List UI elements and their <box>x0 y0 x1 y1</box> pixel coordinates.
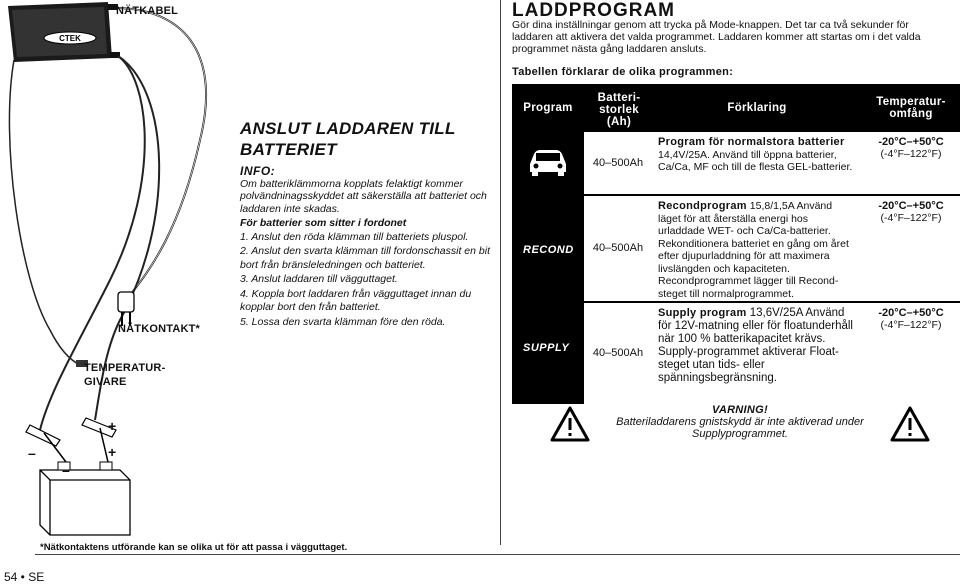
plus-sign: + <box>108 418 117 434</box>
step-5: 5. Lossa den svarta klämman före den röda. <box>240 316 446 329</box>
temp-row-3: -20°C–+50°C (-4°F–122°F) <box>862 303 960 404</box>
info-text: Om batteriklämmorna kopplats felaktigt kommer polvändninagsskyddet att säkerställa att batteriet och laddaren inte skadas. <box>240 177 487 215</box>
temp-row-1: -20°C–+50°C (-4°F–122°F) <box>862 132 960 194</box>
program-supply: SUPPLY <box>523 342 570 354</box>
charger-illustration <box>0 0 240 545</box>
program-table <box>512 84 960 404</box>
info-subtitle: För batterier som sitter i fordonet <box>240 217 407 229</box>
desc-row-1: Program för normalstora batterier 14,4V/25A. Använd till öppna batterier, Ca/Ca, MF och till de flesta GEL-batterier. <box>652 132 862 194</box>
label-natkabel: NÄTKABEL <box>116 5 179 17</box>
page-title: LADDPROGRAM <box>512 0 675 21</box>
header-explain: Förklaring <box>727 102 787 114</box>
warning-icon-right <box>890 406 930 442</box>
table-caption: Tabellen förklarar de olika programmen: <box>512 66 734 78</box>
program-recond: RECOND <box>523 244 574 256</box>
info-block <box>240 165 490 330</box>
minus-sign-2: – <box>62 462 70 478</box>
charger-unit <box>8 2 120 62</box>
intro-text: Gör dina inställningar genom att trycka på Mode-knappen. Det tar ca två sekunder för laddaren att aktivera det valda programmet. Laddaren kommer att startas om i det valda programmet nästa gång laddaren ansluts. <box>512 19 921 55</box>
size-row-1: 40–500Ah <box>584 132 652 194</box>
warning-title: VARNING! <box>712 404 768 416</box>
car-icon <box>526 142 570 178</box>
footer-rule <box>35 554 960 555</box>
step-1: 1. Anslut den röda klämman till batteriets pluspol. <box>240 230 469 243</box>
minus-sign: – <box>28 445 36 461</box>
step-4: 4. Koppla bort laddaren från vägguttaget innan du kopplar bort den från batteriet. <box>240 287 472 314</box>
warning-block <box>530 404 950 456</box>
footnote: *Nätkontaktens utförande kan se olika ut för att passa i vägguttaget. <box>40 542 348 553</box>
info-title: INFO: <box>240 164 276 178</box>
plus-sign-2: + <box>108 444 117 460</box>
size-row-2: 40–500Ah <box>584 196 652 301</box>
step-3: 3. Anslut laddaren till vägguttaget. <box>240 273 398 286</box>
page-number: 54 • SE <box>4 570 45 584</box>
temp-row-2: -20°C–+50°C (-4°F–122°F) <box>862 196 960 301</box>
desc-row-2: Recondprogram 15,8/1,5A Använd läget för att återställa energi hos urladdade WET- och Ca/Ca-batterier. Rekonditionera batteriet en gång om året efter djupurladdning för att maximera livslängden och kapaciteten. Recondprogrammet lägger till Recond-steget till normalprogrammet. <box>652 196 862 301</box>
header-program: Program <box>523 102 573 114</box>
warning-text: Batteriladdarens gnistskydd är inte aktiverad under Supplyprogrammet. <box>616 416 864 440</box>
column-divider <box>500 0 501 545</box>
label-temperaturgivare: TEMPERATUR- GIVARE <box>84 362 166 388</box>
size-row-3: 40–500Ah <box>584 303 652 404</box>
label-natkontakt: NÄTKONTAKT* <box>118 323 201 335</box>
battery-icon <box>40 462 130 535</box>
header-temp: Temperatur-omfång <box>876 96 946 120</box>
brand-logo: CTEK <box>59 34 81 43</box>
step-2: 2. Anslut den svarta klämman till fordonschassit en bit bort från bränsleledningen och batteriet. <box>240 245 490 271</box>
warning-icon <box>550 406 590 442</box>
desc-row-3: Supply program 13,6V/25A Använd för 12V-matning eller för floatunderhåll när 100 % batterikapacitet krävs. Supply-programmet aktiverar Float-steget utan tids- eller spänningsbegränsning. <box>652 303 862 404</box>
header-size: Batteri-storlek (Ah) <box>597 92 641 128</box>
connect-heading: ANSLUT LADDAREN TILL BATTERIET <box>240 119 456 159</box>
